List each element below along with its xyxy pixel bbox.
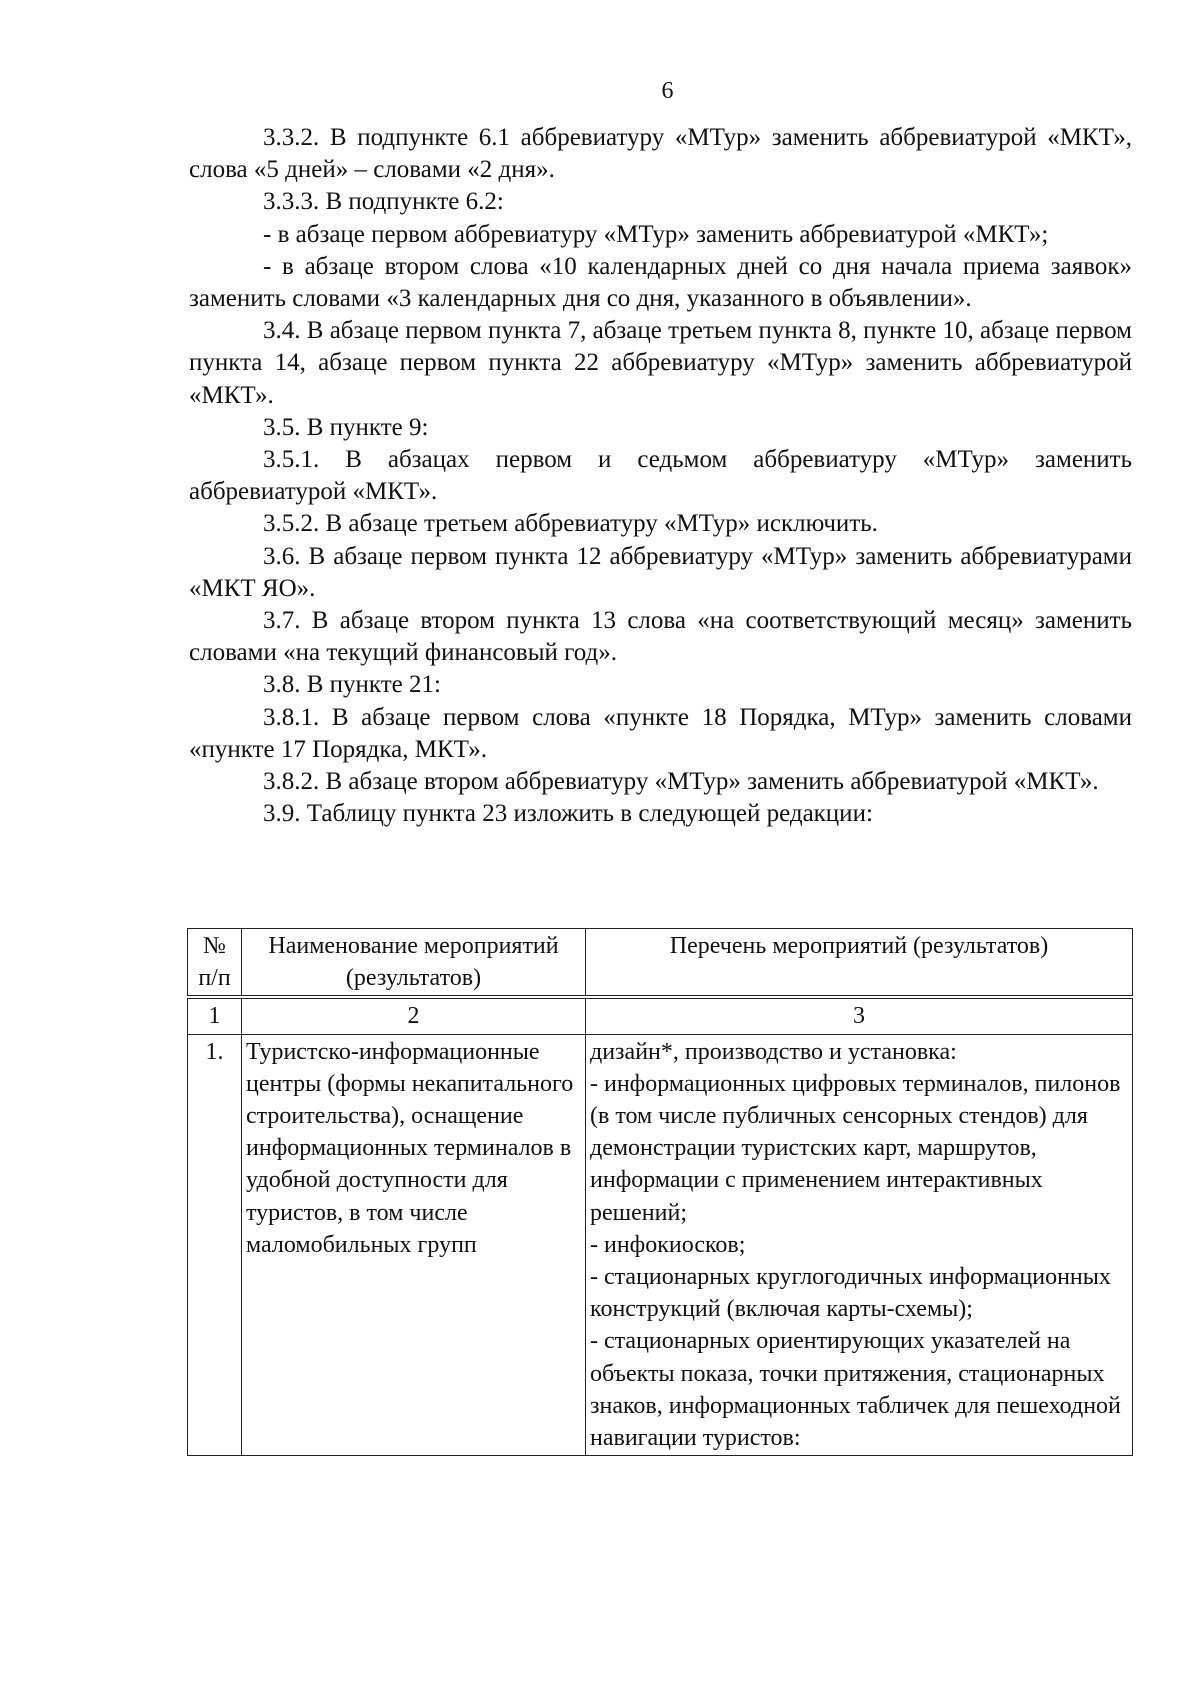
paragraph-3-7: 3.7. В абзаце втором пункта 13 слова «на соответствующий месяц» заменить словами «на текущий финансовый год».: [189, 607, 1132, 667]
table-header-row: [188, 929, 1133, 998]
measure-list-item: - стационарных ориентирующих указателей на объекты показа, точки притяжения, стационарных знаков, информационных табличек для пешеходной навигации туристов:: [590, 1328, 1121, 1452]
page-number: 6: [661, 78, 674, 104]
paragraph-3-3-3: 3.3.3. В подпункте 6.2:: [263, 188, 504, 216]
paragraph-3-5-2: 3.5.2. В абзаце третьем аббревиатуру «МТур» исключить.: [263, 510, 878, 538]
paragraph-3-5-1: 3.5.1. В абзацах первом и седьмом аббревиатуру «МТур» заменить аббревиатурой «МКТ».: [189, 446, 1132, 506]
column-number-3: 3: [586, 997, 1133, 1034]
row-measure-name: Туристско-информационные центры (формы некапитального строительства), оснащение информационных терминалов в удобной доступности для туристов, в том числе маломобильных групп: [242, 1034, 586, 1456]
header-number: № п/п: [188, 929, 242, 998]
table-row: [188, 1034, 1133, 1456]
paragraph-3-3-2: 3.3.2. В подпункте 6.1 аббревиатуру «МТур» заменить аббревиатурой «МКТ», слова «5 дней» – словами «2 дня».: [189, 124, 1132, 184]
paragraph-3-3-3-item-1: - в абзаце первом аббревиатуру «МТур» заменить аббревиатурой «МКТ»;: [263, 220, 1049, 248]
measure-list-item: - стационарных круглогодичных информационных конструкций (включая карты-схемы);: [590, 1264, 1111, 1323]
paragraph-3-5: 3.5. В пункте 9:: [263, 413, 429, 441]
paragraph-3-8: 3.8. В пункте 21:: [263, 671, 441, 699]
measure-list-item: - информационных цифровых терминалов, пилонов (в том числе публичных сенсорных стендов) для демонстрации туристских карт, маршрутов, информации с применением интерактивных решений;: [590, 1070, 1121, 1226]
measure-list-item: - инфокиосков;: [590, 1231, 746, 1258]
document-body: [189, 122, 1132, 830]
header-measure-name: Наименование мероприятий (результатов): [242, 929, 586, 998]
column-number-2: 2: [242, 997, 586, 1034]
paragraph-3-3-3-item-2: - в абзаце втором слова «10 календарных дней со дня начала приема заявок» заменить словами «3 календарных дня со дня, указанного в объявлении».: [189, 252, 1132, 313]
table-column-number-row: [188, 997, 1133, 1034]
column-number-1: 1: [188, 997, 242, 1034]
measure-list-item: дизайн*, производство и установка:: [590, 1038, 957, 1065]
measures-table: [187, 928, 1133, 1456]
paragraph-3-8-2: 3.8.2. В абзаце втором аббревиатуру «МТур» заменить аббревиатурой «МКТ».: [263, 768, 1099, 796]
paragraph-3-8-1: 3.8.1. В абзаце первом слова «пункте 18 Порядка, МТур» заменить словами «пункте 17 Порядка, МКТ».: [189, 703, 1132, 763]
paragraph-3-6: 3.6. В абзаце первом пункта 12 аббревиатуру «МТур» заменить аббревиатурами «МКТ ЯО».: [189, 542, 1132, 602]
header-measure-list: Перечень мероприятий (результатов): [586, 929, 1133, 998]
row-measure-list: [586, 1034, 1133, 1456]
paragraph-3-4: 3.4. В абзаце первом пункта 7, абзаце третьем пункта 8, пункте 10, абзаце первом пункта 14, абзаце первом пункта 22 аббревиатуру «МТур» заменить аббревиатурой «МКТ».: [189, 317, 1132, 409]
paragraph-3-9: 3.9. Таблицу пункта 23 изложить в следующей редакции:: [263, 800, 873, 828]
row-number: 1.: [188, 1034, 242, 1456]
